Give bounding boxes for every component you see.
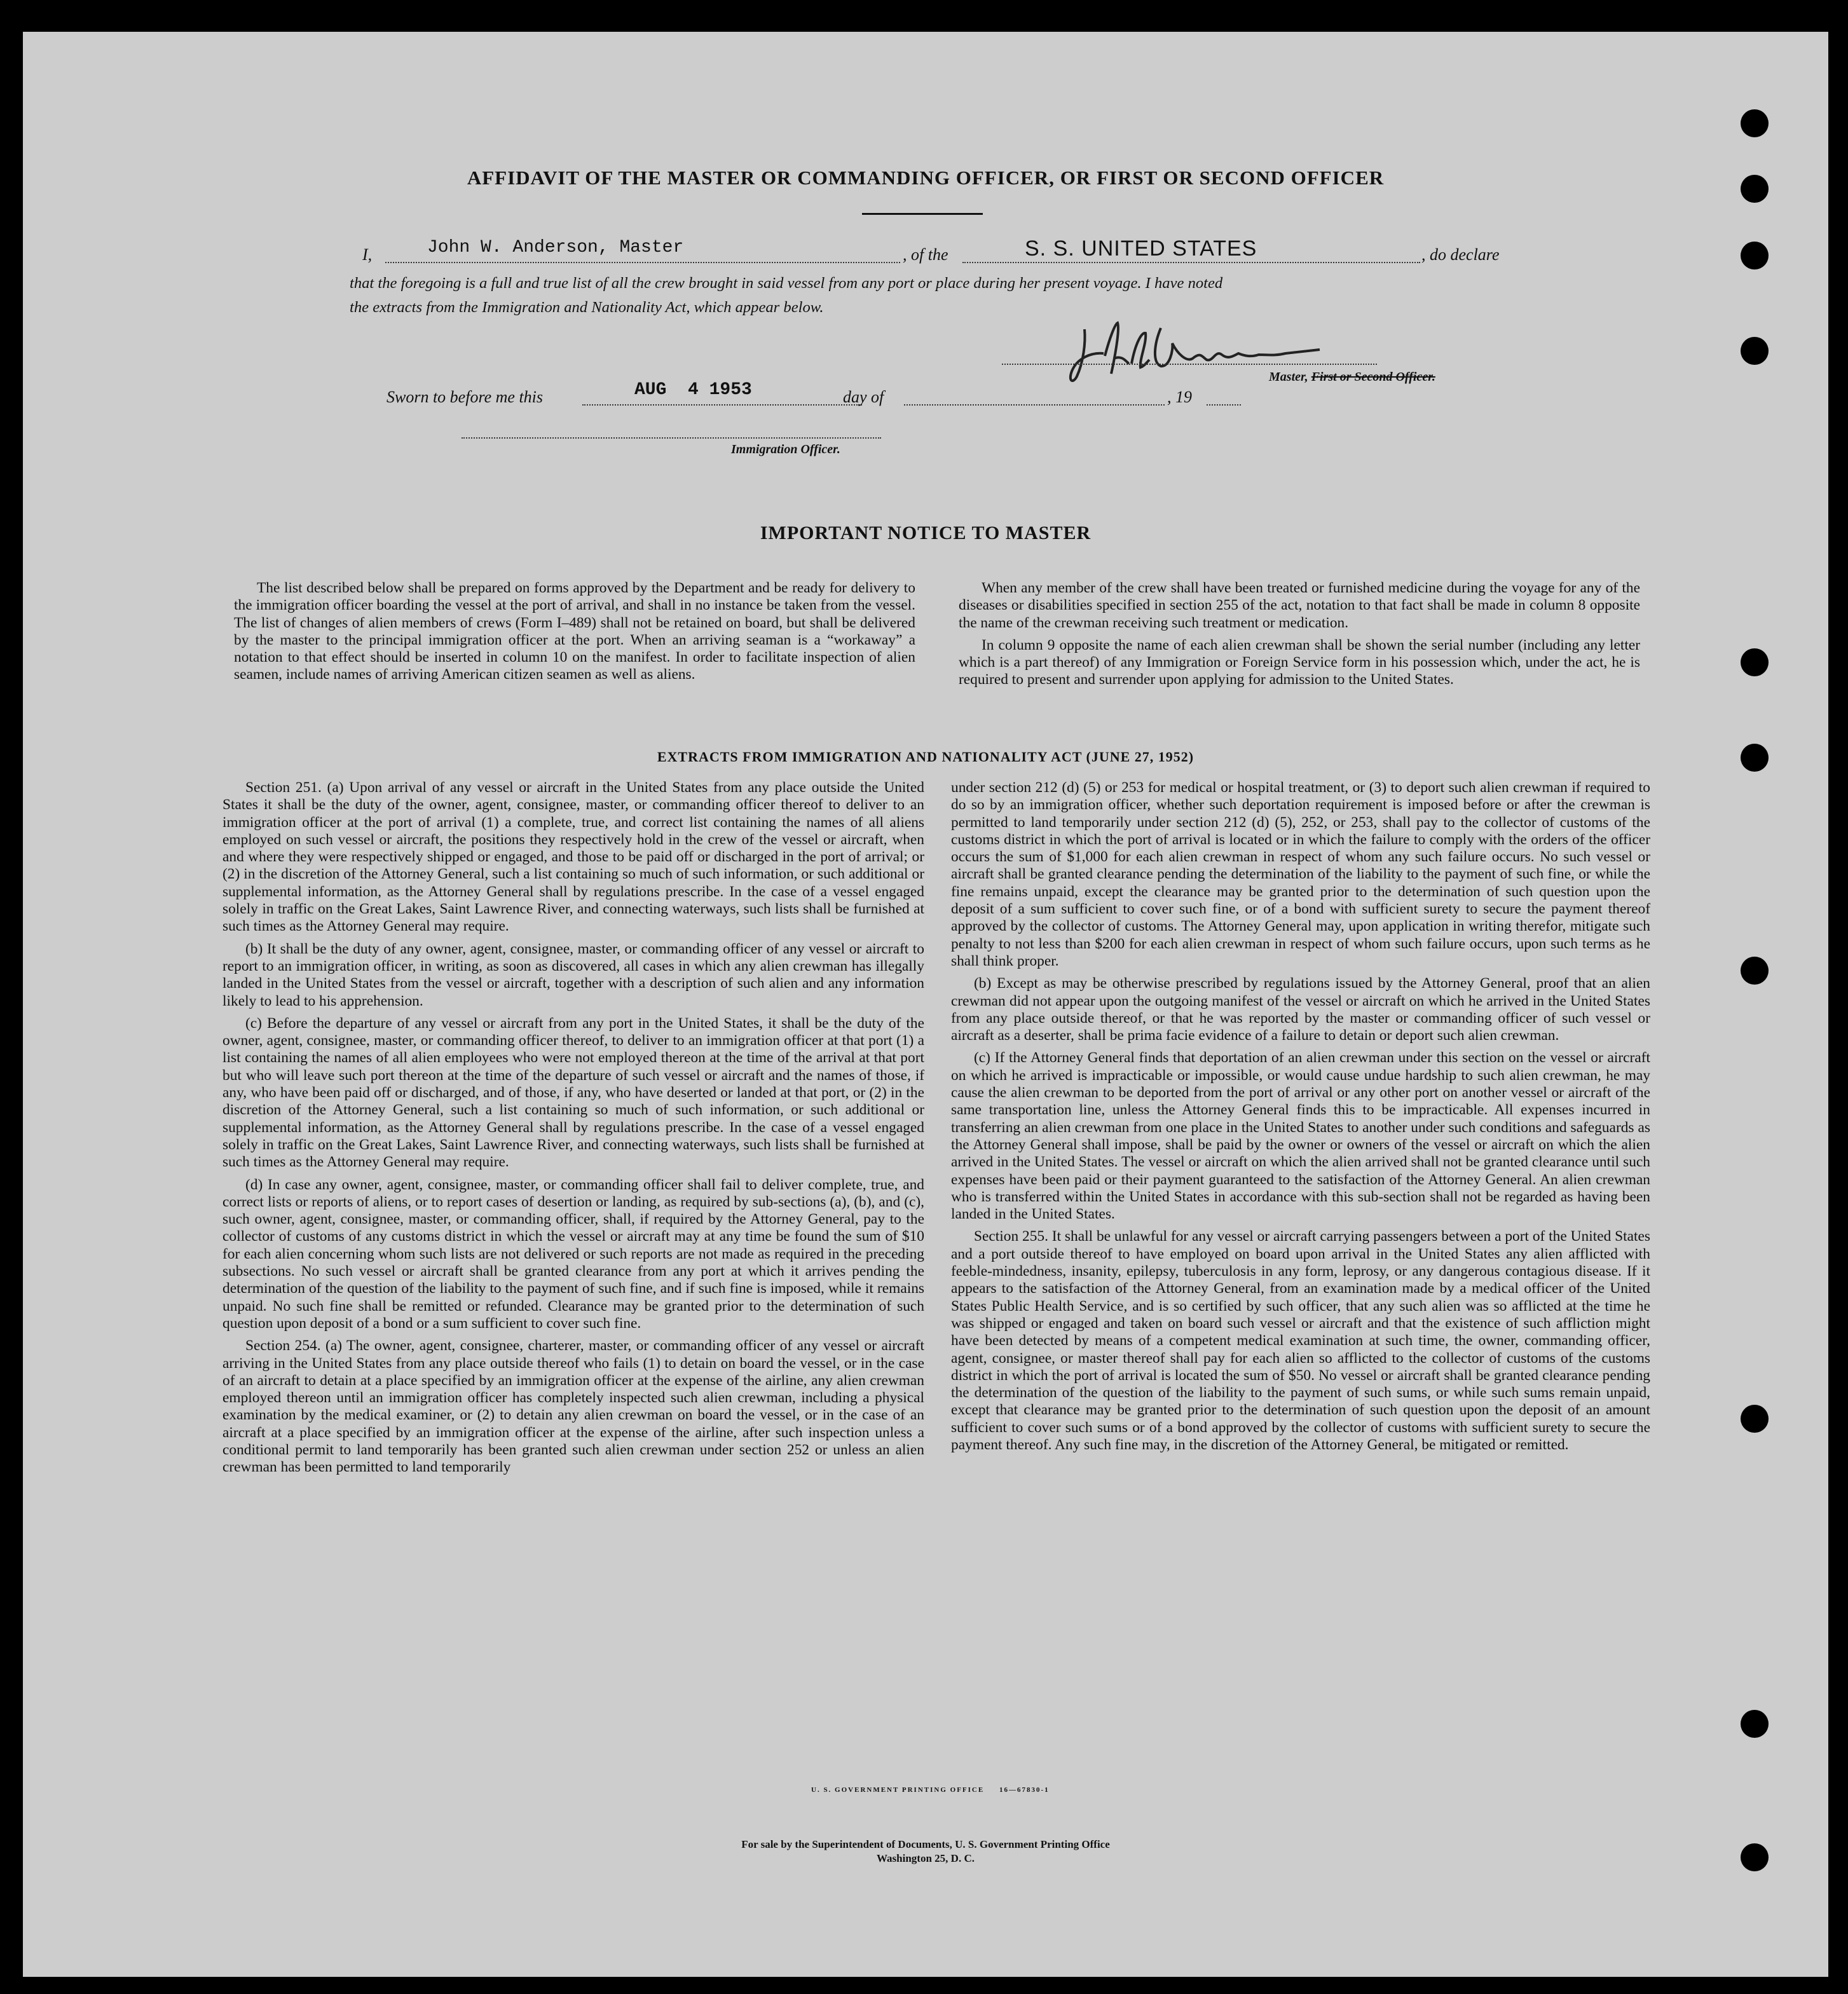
vessel-name-value: S. S. UNITED STATES (1025, 236, 1257, 261)
sworn-label: Sworn to before me this (387, 388, 544, 406)
section-251-a: Section 251. (a) Upon arrival of any vessel or aircraft in the United States from any place outside the United States it shall be the duty of the owner, agent, consignee, master, or commanding officer thereof to deliver to an immigration officer at the port of arrival (1) a complete, true, and correct list containing the names of all aliens employed on such vessel or aircraft, the positions they respectively hold in the crew of the vessel or aircraft, when and where they were respectively shipped or engaged, and those to be paid off or discharged in the port of arrival; or (2) in the discretion of the Attorney General, such a list containing so much of such information, or such additional or supplemental information, as the Attorney General shall by regulations prescribe. In the case of a vessel engaged solely in traffic on the Great Lakes, Saint Lawrence River, and connecting waterways, such lists shall be furnished at such times as the Attorney General may require. (222, 779, 924, 935)
signer-title-struck: First or Second Officer. (1311, 370, 1435, 384)
punch-hole (1741, 957, 1769, 985)
punch-hole (1741, 109, 1769, 137)
punch-hole (1741, 337, 1769, 365)
section-254-a: Section 254. (a) The owner, agent, consignee, charterer, master, or commanding officer of any vessel or aircraft arriving in the United States from any place outside thereof who fails (1) to detain on board the vessel, or in the case of an aircraft to detain at a place specified by an immigration officer at the expense of the airline, any alien crewman employed thereon until an immigration officer has completely inspected such alien crewman, including a physical examination by the medical examiner, or (2) to detain any alien crewman on board the vessel, or in the case of an aircraft at a place specified by an immigration officer at the expense of the airline, after such inspection unless a conditional permit to land temporarily has been granted such alien crewman under section 252 or unless an alien crewman has been permitted to land temporarily (222, 1337, 924, 1476)
punch-hole (1741, 1710, 1769, 1738)
i-label: I, (362, 245, 373, 264)
year-prefix-label: , 19 (1167, 388, 1192, 406)
extracts-left-column (222, 779, 924, 1482)
statement-line-1: that the foregoing is a full and true list of all the crew brought in said vessel from any port or place during her present voyage. I have noted (350, 275, 1223, 292)
extracts-title: EXTRACTS FROM IMMIGRATION AND NATIONALITY ACT (JUNE 27, 1952) (657, 749, 1194, 765)
section-251-d: (d) In case any owner, agent, consignee, master, or commanding officer shall fail to deliver complete, true, and correct lists or reports of aliens, or to report cases of desertion or landing, as required by sub-sections (a), (b), and (c), such owner, agent, consignee, master, or commanding officer, shall, if required by the Attorney General, pay to the collector of customs of any customs district in which the vessel or aircraft may at any time be found the sum of $10 for each alien concerning whom such lists are not delivered or such reports are not made as required in the preceding subsections. No such vessel or aircraft shall be granted clearance from any port at which it arrives pending the determination of the question of the liability to the payment of such fine, and if such fine is imposed, while it remains unpaid. No such fine shall be remitted or refunded. Clearance may be granted prior to the determination of such question upon deposit of a bond or a sum sufficient to cover such fine. (222, 1176, 924, 1332)
affidavit-title: AFFIDAVIT OF THE MASTER OR COMMANDING OFFICER, OR FIRST OR SECOND OFFICER (467, 167, 1385, 189)
document-page (23, 32, 1828, 1977)
master-name-value: John W. Anderson, Master (427, 238, 684, 257)
notice-right-column (959, 580, 1640, 694)
sworn-date-value: AUG 4 1953 (634, 380, 752, 400)
month-dotted-line (904, 404, 1165, 406)
sale-line-2: Washington 25, D. C. (877, 1852, 975, 1864)
section-251-b: (b) It shall be the duty of any owner, agent, consignee, master, or commanding officer of any vessel or aircraft to report to an immigration officer, in writing, as soon as discovered, all cases in which any alien crewman has illegally landed in the United States from the vessel or aircraft, together with a description of such alien and any information likely to lead to his apprehension. (222, 940, 924, 1009)
day-of-label: day of (843, 388, 884, 406)
notice-right-paragraph-1: When any member of the crew shall have been treated or furnished medicine during the voyage for any of the diseases or disabilities specified in section 255 of the act, notation to that fact shall be made in column 8 opposite the name of the crewman receiving such treatment or medication. (959, 580, 1640, 631)
statement-line-2: the extracts from the Immigration and Nationality Act, which appear below. (350, 299, 824, 316)
name-dotted-line (385, 262, 900, 263)
section-254-b: (b) Except as may be otherwise prescribed by regulations issued by the Attorney General, proof that an alien crewman did not appear upon the outgoing manifest of the vessel or aircraft on which he arrived in the United States from any place outside thereof, or that he was reported by the master or commanding officer of such vessel or aircraft as a deserter, shall be prima facie evidence of a failure to detain or deport such alien crewman. (951, 975, 1650, 1044)
section-254-a-continued: under section 212 (d) (5) or 253 for medical or hospital treatment, or (3) to deport such alien crewman if required to do so by an immigration officer, whether such deportation requirement is imposed before or after the crewman is permitted to land temporarily under section 212 (d) (5), 252, or 253, shall pay to the collector of customs of the customs district in which the port of arrival is located or in which the failure to comply with the orders of the officer occurs the sum of $1,000 for each alien crewman in respect of whom any such failure occurs. No such vessel or aircraft shall be granted clearance pending the determination of the liability to the payment of such fine, or while the fine remains unpaid, except the clearance may be granted prior to the determination of such question upon the deposit of a sum sufficient to cover such fine, or of a bond with sufficient surety to secure the payment thereof approved by the collector of customs. The Attorney General may, upon application in writing therefor, mitigate such penalty to not less than $200 for each alien crewman in respect of whom such failure occurs, upon such terms as he shall think proper. (951, 779, 1650, 969)
notice-left-column (234, 580, 915, 689)
year-dotted-line (1207, 404, 1241, 406)
officer-dotted-line (462, 437, 881, 439)
do-declare-label: , do declare (1421, 245, 1500, 264)
sale-line-1: For sale by the Superintendent of Documents, U. S. Government Printing Office (741, 1838, 1110, 1850)
punch-hole (1741, 648, 1769, 676)
print-code: U. S. GOVERNMENT PRINTING OFFICE 16—67830-1 (811, 1786, 1050, 1794)
signer-title-prefix: Master, (1269, 370, 1311, 384)
extracts-right-column (951, 779, 1650, 1459)
section-255: Section 255. It shall be unlawful for any vessel or aircraft carrying passengers between a port of the United States and a port outside thereof to have employed on board upon arrival in the United States any alien afflicted with feeble-mindedness, insanity, epilepsy, tuberculosis in any form, leprosy, or any dangerous contagious disease. If it appears to the satisfaction of the Attorney General, from an examination made by a medical officer of the United States Public Health Service, and is so certified by such officer, that any such alien was so afflicted at the time he was shipped or engaged and taken on board such vessel or aircraft and that the existence of such affliction might have been detected by means of a competent medical examination at such time, the owner, commanding officer, agent, consignee, or master thereof shall pay for each alien so afflicted to the collector of customs of the customs district in which the port of arrival is located the sum of $50. No vessel or aircraft shall be granted clearance pending the determination of the question of the liability to the payment of such sums, or while such sums remain unpaid, except that clearance may be granted prior to the determination of such question upon the deposit of an amount sufficient to cover such sums or of a bond approved by the collector of customs with sufficient surety to secure the payment thereof. Any such fine may, in the discretion of the Attorney General, be mitigated or remitted. (951, 1228, 1650, 1453)
section-254-c: (c) If the Attorney General finds that deportation of an alien crewman under this section on the vessel or aircraft on which he arrived is impracticable or impossible, or would cause undue hardship to such alien crewman, he may cause the alien crewman to be deported from the port of arrival or any other port on another vessel or aircraft of the same transportation line, unless the Attorney General finds this to be impracticable. All expenses incurred in transferring an alien crewman from one place in the United States to another under such conditions and safeguards as the Attorney General shall impose, shall be paid by the owner or owners of the vessel or aircraft on which the alien arrived in the United States. The vessel or aircraft on which the alien arrived shall not be granted clearance until such expenses have been paid or their payment guaranteed to the satisfaction of the Attorney General. An alien crewman who is transferred within the United States in accordance with this sub-section shall not be regarded as having been landed in the United States. (951, 1049, 1650, 1223)
section-251-c: (c) Before the departure of any vessel or aircraft from any port in the United States, it shall be the duty of the owner, agent, consignee, master, or commanding officer thereof, to deliver to an immigration officer at that port (1) a list containing the names of all alien employees who were not employed thereon at the time of the arrival at that port but who will leave such port thereon at the time of the departure of such vessel or aircraft and the names of those, if any, who have been paid off or discharged, and of those, if any, who have deserted or landed at that port, or (2) in the discretion of the Attorney General, such a list containing so much of such information, or such additional or supplemental information, as the Attorney General shall by regulations prescribe. In the case of a vessel engaged solely in traffic on the Great Lakes, Saint Lawrence River, and connecting waterways, such lists shall be furnished at such times as the Attorney General may require. (222, 1014, 924, 1171)
notice-title: IMPORTANT NOTICE TO MASTER (760, 522, 1092, 543)
notice-left-paragraph: The list described below shall be prepared on forms approved by the Department and be ready for delivery to the immigration officer boarding the vessel at the port of arrival, and shall in no instance be taken from the vessel. The list of changes of alien members of crews (Form I–489) shall not be retained on board, but shall be delivered by the master to the principal immigration officer at the port. When an arriving seaman is a “workaway” a notation to that effect should be inserted in column 10 on the manifest. In order to facilitate inspection of alien seamen, include names of arriving American citizen seamen as well as aliens. (234, 580, 915, 683)
of-the-label: , of the (903, 245, 948, 264)
title-rule (862, 213, 983, 215)
signature-dotted-line (1002, 364, 1377, 365)
notice-right-paragraph-2: In column 9 opposite the name of each alien crewman shall be shown the serial number (including any letter which is a part thereof) of any Immigration or Foreign Service form in his possession which, under the act, he is required to present and surrender upon applying for admission to the United States. (959, 636, 1640, 688)
vessel-dotted-line (962, 262, 1420, 263)
signer-title (1269, 370, 1435, 385)
punch-hole (1741, 1405, 1769, 1433)
sworn-date-dotted-line (582, 404, 862, 406)
immigration-officer-label: Immigration Officer. (731, 442, 840, 456)
punch-hole (1741, 242, 1769, 270)
